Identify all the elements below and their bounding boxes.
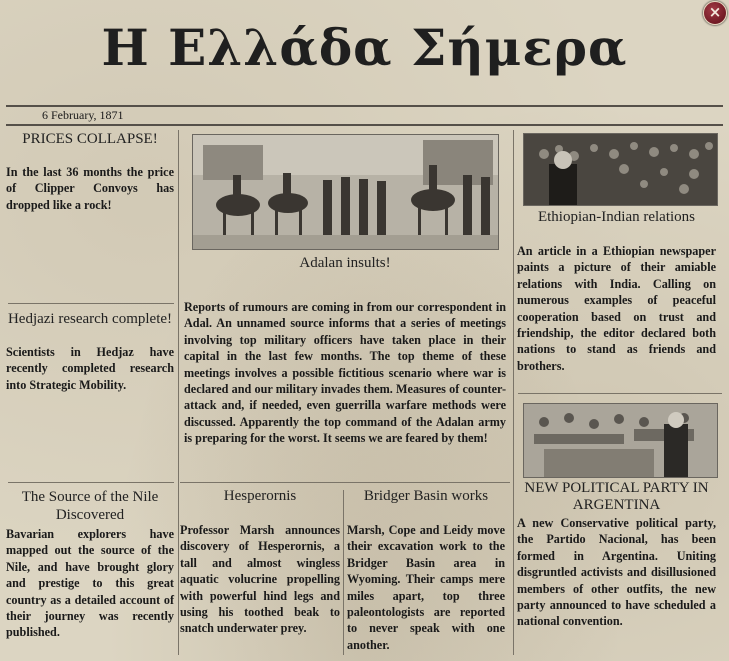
issue-date: 6 February, 1871 bbox=[42, 108, 124, 122]
article-ethiopian-body: An article in a Ethiopian newspaper paints a picture of their amiable relations with India. Calling on numerous examples of peaceful cooperation based on trust and friendship, the editor declared both nations to stand as friends and brothers. bbox=[517, 244, 716, 373]
divider-left-1 bbox=[8, 303, 174, 304]
masthead-rule-top bbox=[6, 105, 723, 107]
article-bridger-headline: Bridger Basin works bbox=[363, 488, 489, 504]
masthead-rule-bottom bbox=[6, 124, 723, 126]
article-hesperornis bbox=[180, 487, 340, 637]
close-icon: × bbox=[708, 3, 722, 21]
article-prices bbox=[6, 130, 174, 213]
article-adalan-body: Reports of rumours are coming in from our correspondent in Adal. An unnamed source informs that a series of meetings involving top military officers have taken place in their capital in the last few months. The top theme of these meetings involves a possible fictitious scenario where war is declared and our military invades them. Measures of counter-attack and, if needed, even guerrilla warfare methods were discussed. Apparently the top command of the Adalan army is preparing for the worst. It seems we are feared by them! bbox=[184, 300, 506, 446]
article-adalan-headline: Adalan insults! bbox=[299, 255, 391, 271]
article-bridger-body: Marsh, Cope and Leidy move their excavation work to the Bridger Basin area in Wyoming. Their camps mere miles apart, top three paleontologists are reported to never speak with one another. bbox=[347, 523, 505, 652]
article-ethiopian-headline: Ethiopian-Indian relations bbox=[537, 209, 696, 225]
divider-center bbox=[180, 482, 510, 483]
article-argentina-body: A new Conservative political party, the Partido Nacional, has been formed in Argentina. Uniting disgruntled activists and disillusioned members of other outfits, the new party announced to have scheduled a national convention. bbox=[517, 516, 716, 629]
article-hedjazi-headline: Hedjazi research complete! bbox=[7, 311, 173, 327]
article-hedjazi bbox=[6, 310, 174, 393]
divider-left-2 bbox=[8, 482, 174, 483]
article-hedjazi-body: Scientists in Hedjaz have recently completed research into Strategic Mobility. bbox=[6, 345, 174, 392]
article-prices-headline: PRICES COLLAPSE! bbox=[22, 131, 158, 147]
article-hesperornis-headline: Hesperornis bbox=[223, 488, 297, 504]
article-bridger bbox=[347, 487, 505, 653]
argentina-engraving bbox=[523, 403, 718, 478]
article-ethiopian bbox=[517, 208, 716, 374]
article-argentina-headline: NEW POLITICAL PARTY IN ARGENTINA bbox=[524, 480, 709, 513]
newspaper-masthead: Η Ελλάδα Σήμερα bbox=[101, 18, 628, 77]
ethiopian-engraving bbox=[523, 133, 718, 206]
article-argentina bbox=[517, 480, 716, 630]
article-nile bbox=[6, 488, 174, 641]
article-nile-body: Bavarian explorers have mapped out the source of the Nile, and have brought glory and prestige to this great country as a detailed account of their journey was recently published. bbox=[6, 527, 174, 640]
column-divider-center-bottom bbox=[343, 490, 344, 655]
article-nile-headline: The Source of the Nile Discovered bbox=[21, 489, 159, 523]
article-prices-body: In the last 36 months the price of Clipper Convoys has dropped like a rock! bbox=[6, 165, 174, 212]
adalan-engraving bbox=[192, 134, 499, 250]
article-adalan bbox=[184, 254, 506, 447]
column-divider-right bbox=[513, 130, 514, 655]
article-hesperornis-body: Professor Marsh announces discovery of Hesperornis, a tall and almost wingless aquatic volucrine propelling with powerful hind legs and using his toothed beak to snatch underwater prey. bbox=[180, 523, 340, 636]
divider-right bbox=[518, 393, 722, 394]
column-divider-left bbox=[178, 130, 179, 655]
